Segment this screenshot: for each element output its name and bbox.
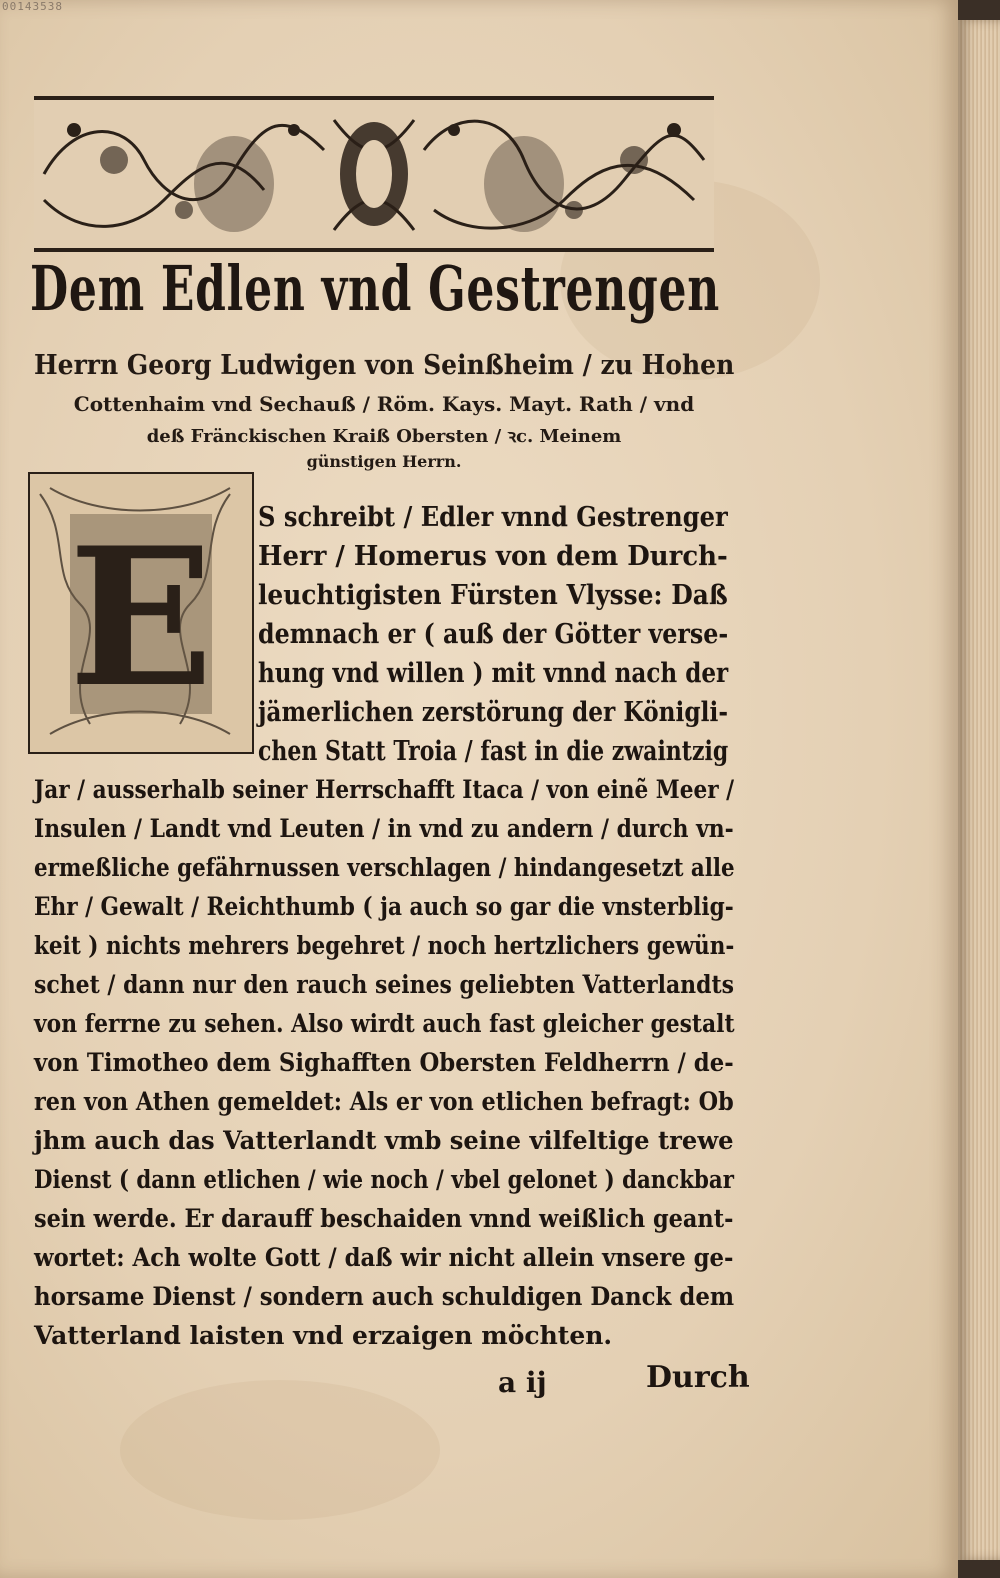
body-line: von Timotheo dem Sighafften Obersten Feldherrn / de-: [34, 1048, 734, 1077]
body-line: Jar / ausserhalb seiner Herrschafft Itaca / von einẽ Meer /: [34, 775, 735, 804]
body-line: von ferrne zu sehen. Also wirdt auch fast gleicher gestalt: [34, 1009, 735, 1038]
body-line: Vatterland laisten vnd erzaigen möchten.: [34, 1321, 613, 1350]
body-line: Herr / Homerus von dem Durch-: [258, 541, 728, 572]
dedication-line-4: günstigen Herrn.: [306, 452, 462, 471]
body-line: horsame Dienst / sondern auch schuldigen Danck dem: [34, 1282, 735, 1311]
paper-stain: [120, 1380, 440, 1520]
body-line: hung vnd willen ) mit vnnd nach der: [258, 658, 729, 689]
body-line: keit ) nichts mehrers begehret / noch hertzlichers gewün-: [34, 931, 735, 960]
body-line: ermeßliche gefährnussen verschlagen / hindangesetzt alle: [34, 853, 735, 882]
headpiece-ornament-icon: [34, 100, 714, 248]
page-block-edge: [958, 20, 1000, 1560]
scan-corner-mark: 00143538: [2, 0, 63, 13]
body-line: chen Statt Troia / fast in die zwaintzig: [258, 736, 729, 767]
body-line: Insulen / Landt vnd Leuten / in vnd zu andern / durch vn-: [34, 814, 734, 843]
decorated-initial-icon: [30, 474, 252, 752]
signature-mark: a ij: [498, 1366, 547, 1399]
body-line: jhm auch das Vatterlandt vmb seine vilfeltige trewe: [34, 1126, 734, 1155]
ornamental-headpiece: [34, 96, 714, 252]
decorated-initial: [28, 472, 254, 754]
catchword: Durch: [646, 1360, 750, 1395]
dedication-line-3: deß Fränckischen Kraiß Obersten / ꝛc. Meinem: [146, 426, 622, 447]
body-line: leuchtigisten Fürsten Vlysse: Daß: [258, 580, 728, 611]
svg-text:E: E: [68, 506, 214, 729]
body-line: demnach er ( auß der Götter verse-: [258, 619, 729, 650]
body-line: schet / dann nur den rauch seines geliebten Vatterlandts: [34, 970, 734, 999]
body-line: Ehr / Gewalt / Reichthumb ( ja auch so gar die vnsterblig-: [34, 892, 734, 921]
dedication-line-1: Herrn Georg Ludwigen von Seinßheim / zu Hohen: [34, 350, 735, 381]
body-line: Dienst ( dann etlichen / wie noch / vbel gelonet ) danckbar: [34, 1165, 734, 1194]
body-line: wortet: Ach wolte Gott / daß wir nicht allein vnsere ge-: [34, 1243, 734, 1272]
body-line: S schreibt / Edler vnnd Gestrenger: [258, 502, 728, 533]
body-line: ren von Athen gemeldet: Als er von etlichen befragt: Ob: [34, 1087, 734, 1116]
dedication-title: Dem Edlen vnd Gestrengen: [30, 252, 720, 325]
dedication-line-2: Cottenhaim vnd Sechauß / Röm. Kays. Mayt. Rath / vnd: [73, 392, 695, 416]
body-line: jämerlichen zerstörung der Königli-: [258, 697, 729, 728]
body-line: sein werde. Er darauff beschaiden vnnd weißlich geant-: [34, 1204, 734, 1233]
